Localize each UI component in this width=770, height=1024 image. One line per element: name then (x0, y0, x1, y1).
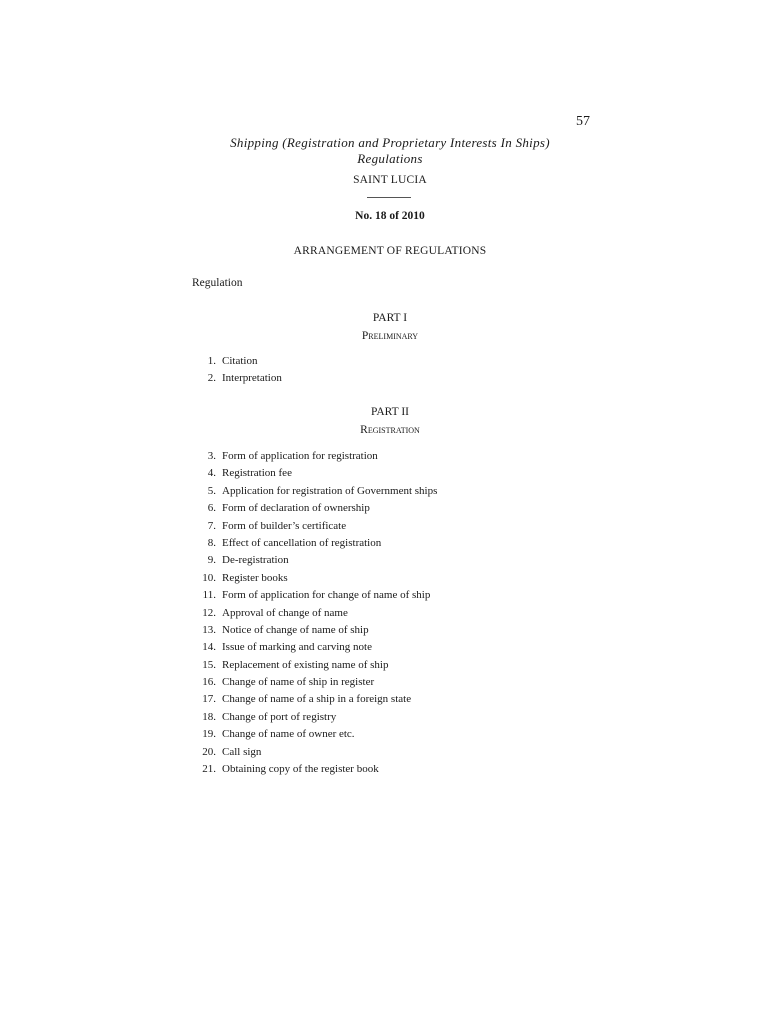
regulation-item (192, 587, 572, 604)
regulation-title: De-registration (222, 554, 289, 567)
regulation-number: 8. (207, 536, 216, 549)
regulation-item (192, 552, 572, 569)
regulation-number: 3. (207, 450, 216, 462)
regulation-item (192, 761, 572, 778)
regulation-title: Issue of marking and carving note (222, 641, 372, 654)
part-1-regulation-list (192, 353, 572, 388)
regulation-item (192, 709, 572, 726)
regulation-title: Effect of cancellation of registration (222, 536, 382, 549)
regulation-number: 5. (207, 484, 216, 497)
regulation-number: 21. (202, 763, 216, 776)
regulation-item (192, 622, 572, 639)
regulation-title: Change of name of owner etc. (222, 728, 355, 741)
regulation-number: 20. (202, 745, 216, 758)
part-2-regulation-list (192, 448, 572, 778)
part-2-subtitle (190, 424, 590, 436)
regulation-title: Form of builder’s certificate (222, 519, 347, 532)
regulation-title: Approval of change of name (222, 606, 348, 619)
regulation-title: Notice of change of name of ship (222, 623, 369, 636)
regulation-number: 12. (202, 606, 216, 619)
regulation-number: 11. (202, 589, 216, 602)
regulation-item (192, 744, 572, 761)
regulation-item (192, 691, 572, 708)
part-2-heading: PART II (371, 406, 409, 418)
regulation-number: 16. (202, 676, 216, 689)
regulation-number: 10. (202, 571, 216, 584)
country-name: SAINT LUCIA (353, 174, 427, 186)
part-1-heading: PART I (372, 312, 408, 324)
regulation-item (192, 674, 572, 691)
running-title-line-1: Shipping (Registration and Proprietary Interests In Ships) (230, 135, 550, 150)
regulation-title: Change of port of registry (222, 710, 337, 723)
act-number: No. 18 of 2010 (355, 210, 425, 222)
regulation-item (192, 657, 572, 674)
regulation-title: Replacement of existing name of ship (222, 658, 389, 671)
regulation-item (192, 370, 572, 387)
regulation-item (192, 500, 572, 517)
regulation-title: Obtaining copy of the register book (222, 763, 379, 776)
part-2-subtitle-text: Registration (360, 424, 420, 436)
regulation-item (192, 483, 572, 500)
regulation-title: Citation (222, 355, 258, 367)
regulation-item (192, 448, 572, 465)
regulation-number: 9. (207, 554, 216, 567)
regulation-item (192, 518, 572, 535)
regulation-title: Form of application for change of name of ship (222, 589, 431, 602)
regulation-title: Application for registration of Government ships (222, 484, 438, 497)
regulation-item (192, 570, 572, 587)
regulation-item (192, 535, 572, 552)
regulation-number: 19. (202, 728, 216, 741)
regulation-item (192, 353, 572, 370)
regulation-title: Change of name of ship in register (222, 676, 375, 689)
regulation-title: Call sign (222, 745, 262, 758)
regulation-number: 15. (202, 658, 216, 671)
regulation-item (192, 639, 572, 656)
regulation-title: Interpretation (222, 372, 282, 385)
regulation-number: 18. (202, 710, 216, 723)
running-title-line-2: Regulations (357, 151, 423, 166)
regulation-title: Form of application for registration (222, 450, 378, 462)
regulation-title: Register books (222, 571, 288, 584)
regulation-item (192, 605, 572, 622)
regulation-number: 17. (202, 693, 216, 706)
regulation-title: Change of name of a ship in a foreign state (222, 693, 412, 706)
regulation-number: 6. (207, 502, 216, 515)
regulation-number: 7. (207, 519, 216, 532)
regulation-title: Registration fee (222, 467, 292, 480)
regulation-number: 4. (207, 467, 216, 480)
regulation-number: 2. (207, 372, 216, 385)
regulation-number: 14. (202, 641, 216, 654)
regulation-item (192, 465, 572, 482)
part-1-subtitle (190, 330, 590, 342)
regulation-number: 13. (202, 623, 216, 636)
title-divider (367, 197, 411, 198)
regulation-item (192, 726, 572, 743)
arrangement-heading: ARRANGEMENT OF REGULATIONS (293, 245, 487, 257)
part-1-subtitle-text: Preliminary (361, 330, 419, 342)
regulation-title: Form of declaration of ownership (222, 502, 370, 515)
running-title (190, 135, 590, 167)
regulation-column-label: Regulation (192, 277, 243, 289)
page-number: 57 (576, 114, 590, 129)
regulation-number: 1. (207, 355, 216, 367)
